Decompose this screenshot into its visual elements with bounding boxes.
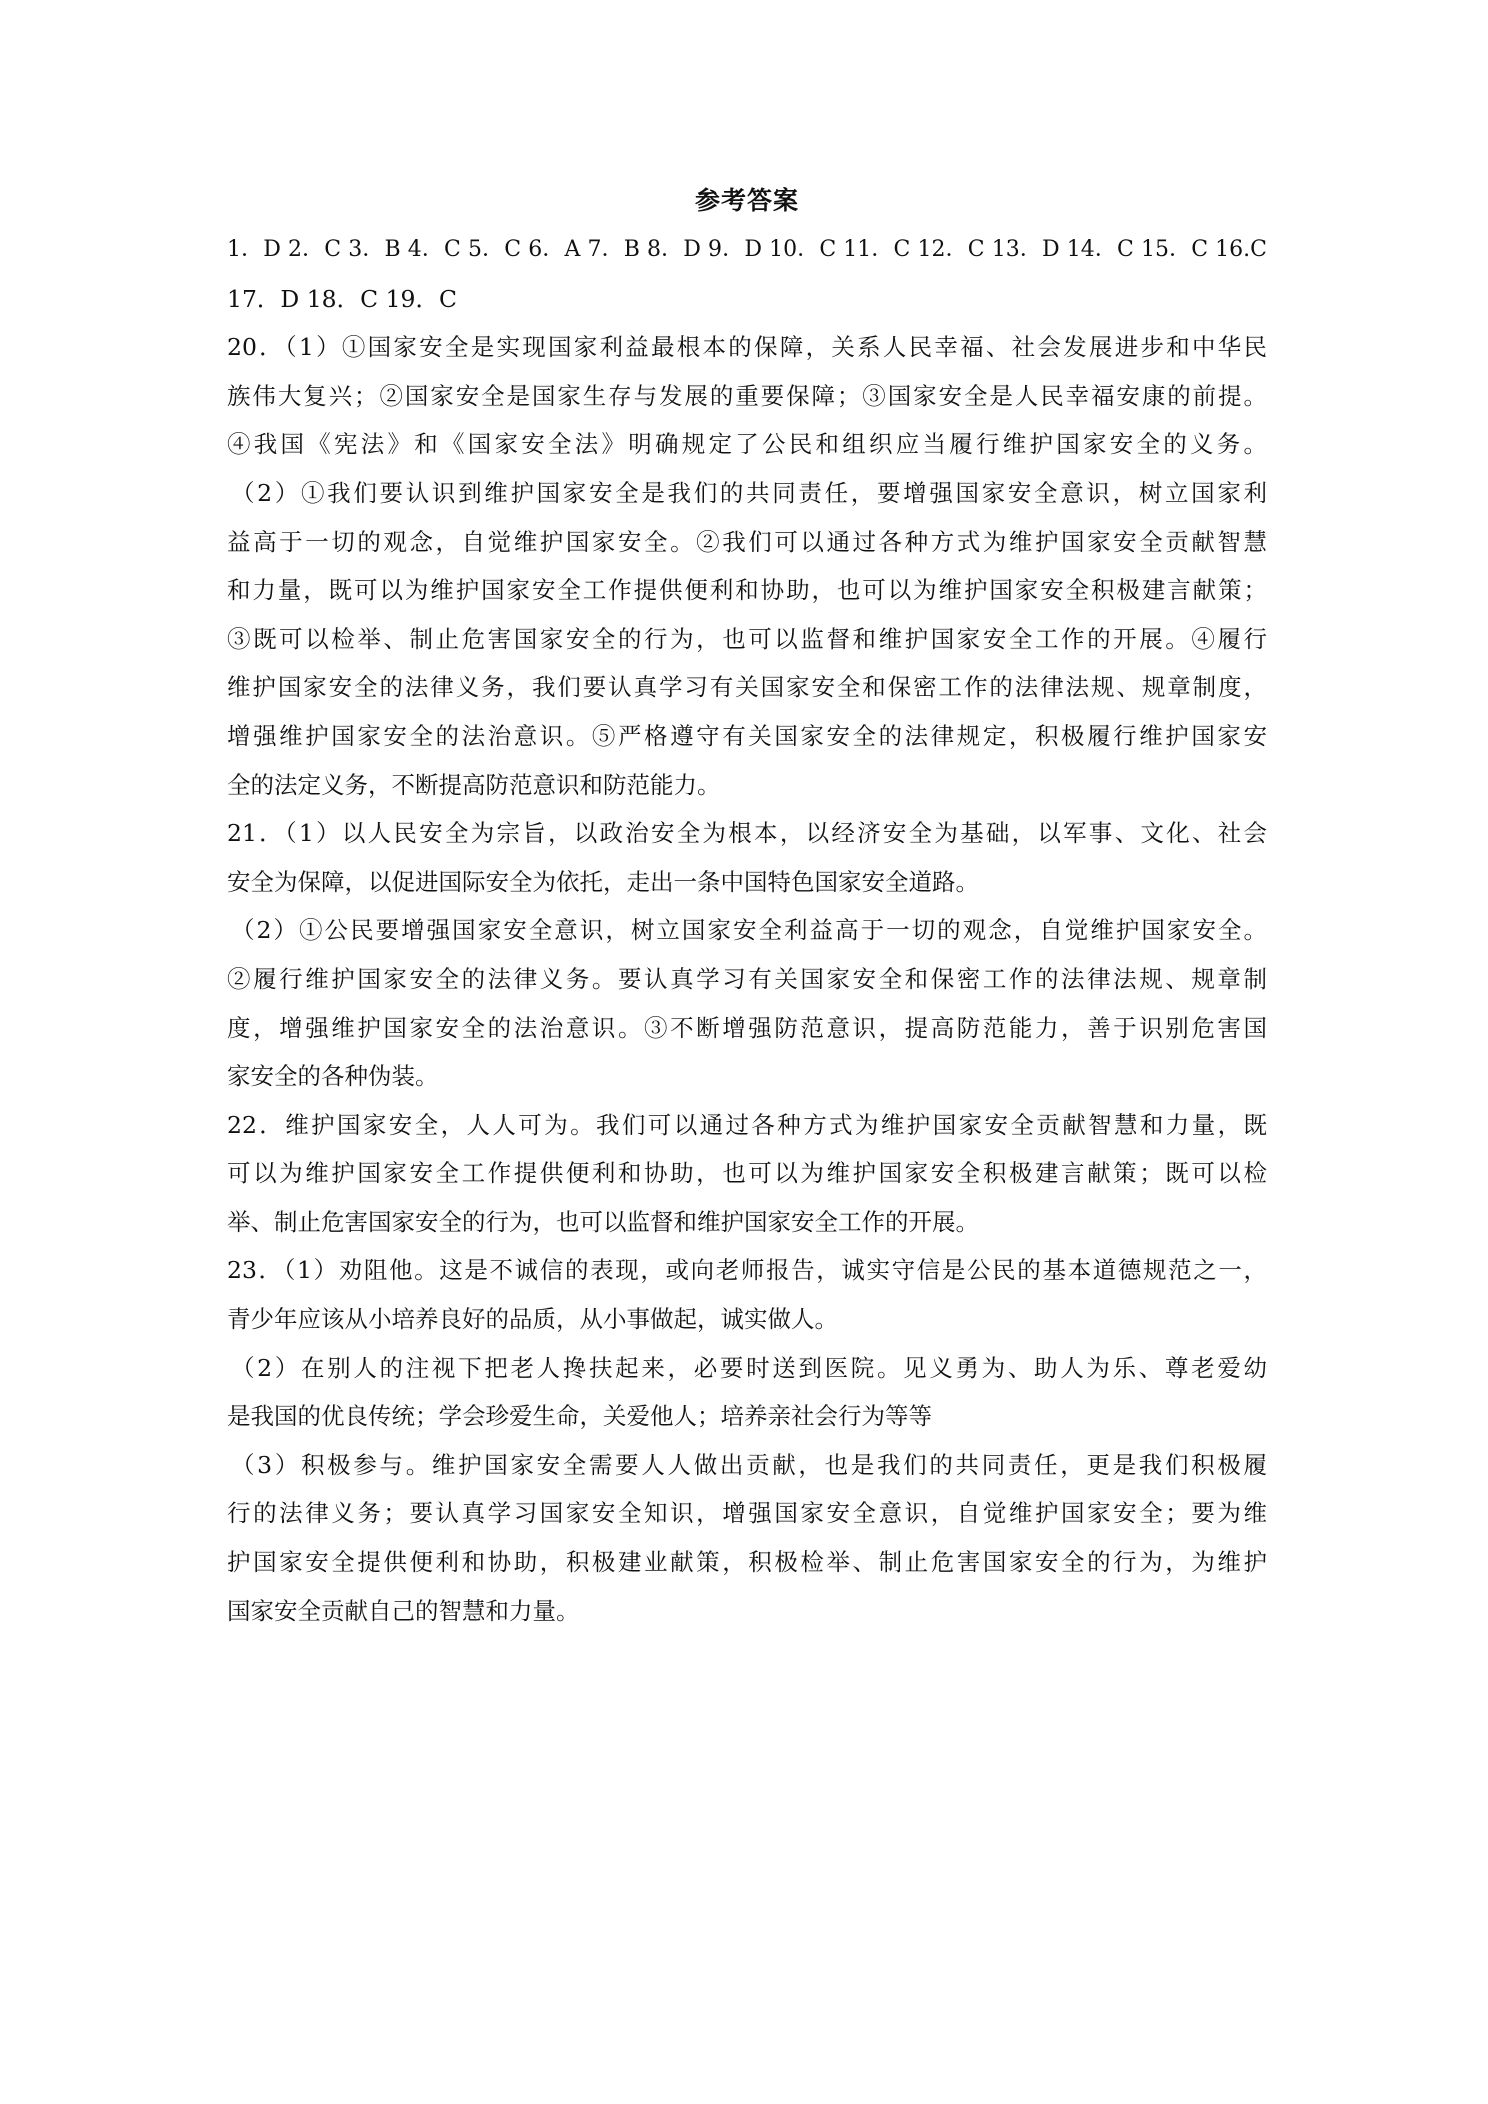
answer-line: ③既可以检举、制止危害国家安全的行为，也可以监督和维护国家安全工作的开展。④履行 — [227, 624, 1267, 653]
answer-line: （2）①公民要增强国家安全意识，树立国家安全利益高于一切的观念，自觉维护国家安全。 — [231, 916, 1267, 945]
answer-line: 和力量，既可以为维护国家安全工作提供便利和协助，也可以为维护国家安全积极建言献策； — [227, 576, 1267, 605]
answer-line: （2）在别人的注视下把老人搀扶起来，必要时送到医院。见义勇为、助人为乐、尊老爱幼 — [231, 1353, 1267, 1382]
answer-line: 21．（1）以人民安全为宗旨，以政治安全为根本，以经济安全为基础，以军事、文化、社会 — [227, 819, 1267, 848]
answer-line-choice-1: 1．D 2．C 3．B 4．C 5．C 6．A 7．B 8．D 9．D 10．C 11．C 12．C 13．D 14．C 15．C 16.C — [227, 237, 1267, 262]
answer-line: 益高于一切的观念，自觉维护国家安全。②我们可以通过各种方式为维护国家安全贡献智慧 — [227, 527, 1267, 556]
answer-line: 青少年应该从小培养良好的品质，从小事做起，诚实做人。 — [227, 1305, 838, 1334]
answer-line: 行的法律义务；要认真学习国家安全知识，增强国家安全意识，自觉维护国家安全；要为维 — [227, 1499, 1267, 1528]
answer-line: 是我国的优良传统；学会珍爱生命，关爱他人；培养亲社会行为等等 — [227, 1402, 932, 1431]
answer-line: ④我国《宪法》和《国家安全法》明确规定了公民和组织应当履行维护国家安全的义务。 — [227, 430, 1267, 459]
answer-line: （3）积极参与。维护国家安全需要人人做出贡献，也是我们的共同责任，更是我们积极履 — [231, 1450, 1267, 1479]
answer-line: 22．维护国家安全，人人可为。我们可以通过各种方式为维护国家安全贡献智慧和力量，既 — [227, 1110, 1267, 1139]
answer-line: 安全为保障，以促进国际安全为依托，走出一条中国特色国家安全道路。 — [227, 867, 979, 896]
answer-line: 国家安全贡献自己的智慧和力量。 — [227, 1596, 580, 1625]
page-title: 参考答案 — [694, 186, 799, 215]
answer-line: 维护国家安全的法律义务，我们要认真学习有关国家安全和保密工作的法律法规、规章制度， — [227, 673, 1267, 702]
answer-line: 23．（1）劝阻他。这是不诚信的表现，或向老师报告，诚实守信是公民的基本道德规范之一， — [227, 1256, 1267, 1285]
answer-line: 族伟大复兴；②国家安全是国家生存与发展的重要保障；③国家安全是人民幸福安康的前提。 — [227, 381, 1267, 410]
answer-line: 护国家安全提供便利和协助，积极建业献策，积极检举、制止危害国家安全的行为，为维护 — [227, 1548, 1267, 1577]
answer-key-page — [227, 176, 1267, 1635]
answer-line-choice-2: 17．D 18．C 19．C — [227, 284, 457, 313]
answer-line: 举、制止危害国家安全的行为，也可以监督和维护国家安全工作的开展。 — [227, 1207, 979, 1236]
answer-line: 全的法定义务，不断提高防范意识和防范能力。 — [227, 770, 721, 799]
answer-line: 20．（1）①国家安全是实现国家利益最根本的保障，关系人民幸福、社会发展进步和中华民 — [227, 333, 1267, 362]
answer-line: ②履行维护国家安全的法律义务。要认真学习有关国家安全和保密工作的法律法规、规章制 — [227, 964, 1267, 993]
answer-line: 可以为维护国家安全工作提供便利和协助，也可以为维护国家安全积极建言献策；既可以检 — [227, 1159, 1267, 1188]
answer-line: 增强维护国家安全的法治意识。⑤严格遵守有关国家安全的法律规定，积极履行维护国家安 — [227, 721, 1267, 750]
answer-line: 度，增强维护国家安全的法治意识。③不断增强防范意识，提高防范能力，善于识别危害国 — [227, 1013, 1267, 1042]
answer-body — [227, 226, 1267, 1635]
answer-line: （2）①我们要认识到维护国家安全是我们的共同责任，要增强国家安全意识，树立国家利 — [231, 478, 1267, 507]
answer-line: 家安全的各种伪装。 — [227, 1062, 439, 1091]
